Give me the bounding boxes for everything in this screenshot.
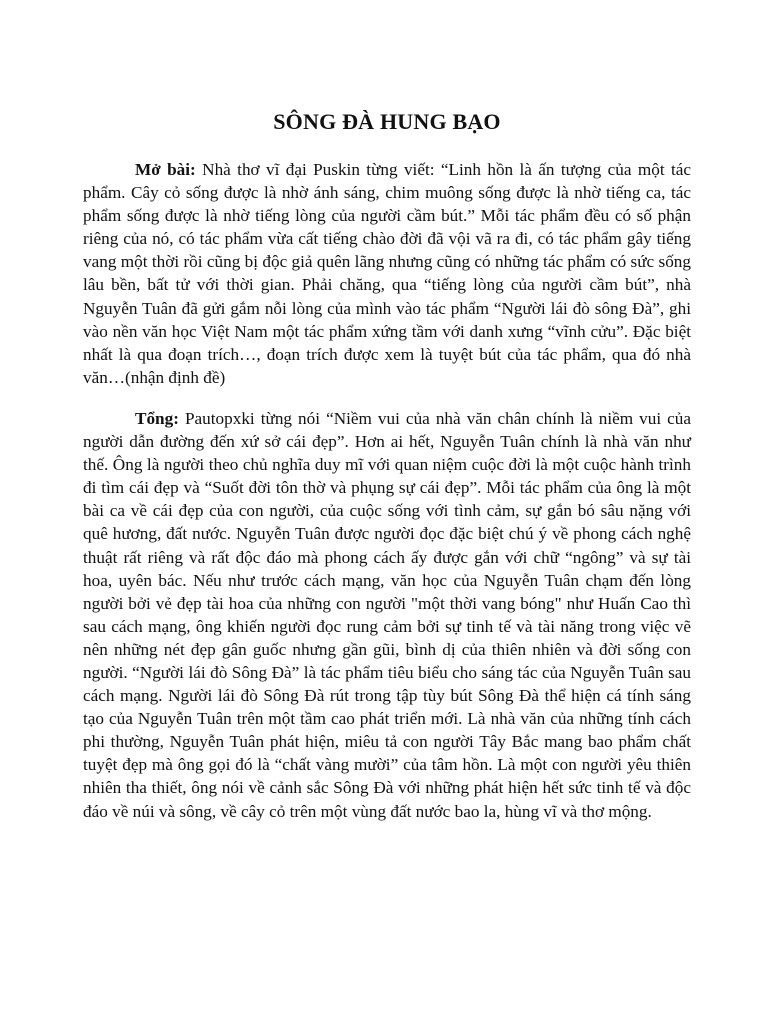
document-title: SÔNG ĐÀ HUNG BẠO (273, 109, 501, 134)
paragraph-overview (83, 407, 691, 823)
paragraph-lead-label: Tổng: (135, 408, 179, 428)
paragraph-body-text: Nhà thơ vĩ đại Puskin từng viết: “Linh hồn là ấn tượng của một tác phẩm. Cây cỏ sống được là nhờ ánh sáng, chim muông sống được là nhờ tiếng ca, tác phẩm sống được là nhờ tiếng lòng của người cầm bút.” Mỗi tác phẩm đều có số phận riêng của nó, có tác phẩm vừa cất tiếng chào đời đã vội vã ra đi, có tác phẩm gây tiếng vang một thời rồi cũng bị độc giả quên lãng nhưng cũng có những tác phẩm có sức sống lâu bền, bất tử với thời gian. Phải chăng, qua “tiếng lòng của người cầm bút”, nhà Nguyễn Tuân đã gửi gắm nỗi lòng của mình vào tác phẩm “Người lái đò sông Đà”, ghi vào nền văn học Việt Nam một tác phẩm xứng tầm với danh xưng “vĩnh cửu”. Đặc biệt nhất là qua đoạn trích…, đoạn trích được xem là tuyệt bút của tác phẩm, qua đó nhà văn…(nhận định đề) (83, 160, 691, 387)
document-page (83, 108, 691, 823)
paragraph-body-text: Pautopxki từng nói “Niềm vui của nhà văn chân chính là niềm vui của người dẫn đường đến xứ sở cái đẹp”. Hơn ai hết, Nguyễn Tuân chính là nhà văn như thế. Ông là người theo chủ nghĩa duy mĩ với quan niệm cuộc đời là một cuộc hành trình đi tìm cái đẹp và “Suốt đời tôn thờ và phụng sự cái đẹp”. Mỗi tác phẩm của ông là một bài ca về cái đẹp của con người, của cuộc sống với tình cảm, sự gắn bó sâu nặng với quê hương, đất nước. Nguyễn Tuân được người đọc đặc biệt chú ý về phong cách nghệ thuật rất riêng và rất độc đáo mà phong cách ấy được gắn với chữ “ngông” và sự tài hoa, uyên bác. Nếu như trước cách mạng, văn học của Nguyễn Tuân chạm đến lòng người bởi vẻ đẹp tài hoa của những con người "một thời vang bóng" như Huấn Cao thì sau cách mạng, ông khiến người đọc rung cảm bởi sự tinh tế và tài năng trong việc vẽ nên những nét đẹp gân guốc nhưng gần gũi, bình dị của thiên nhiên và đời sống con người. “Người lái đò Sông Đà” là tác phẩm tiêu biểu cho sáng tác của Nguyễn Tuân sau cách mạng. Người lái đò Sông Đà rút trong tập tùy bút Sông Đà thể hiện cá tính sáng tạo của Nguyễn Tuân trên một tầm cao phát triển mới. Là nhà văn của những tính cách phi thường, Nguyễn Tuân phát hiện, miêu tả con người Tây Bắc mang bao phẩm chất tuyệt đẹp mà ông gọi đó là “chất vàng mười” của tâm hồn. Là một con người yêu thiên nhiên tha thiết, ông nói về cảnh sắc Sông Đà với những phát hiện hết sức tinh tế và độc đáo về núi và sông, về cây cỏ trên một vùng đất nước bao la, hùng vĩ và thơ mộng. (83, 408, 691, 821)
paragraph-intro (83, 158, 691, 389)
paragraph-lead-label: Mở bài: (135, 160, 196, 179)
